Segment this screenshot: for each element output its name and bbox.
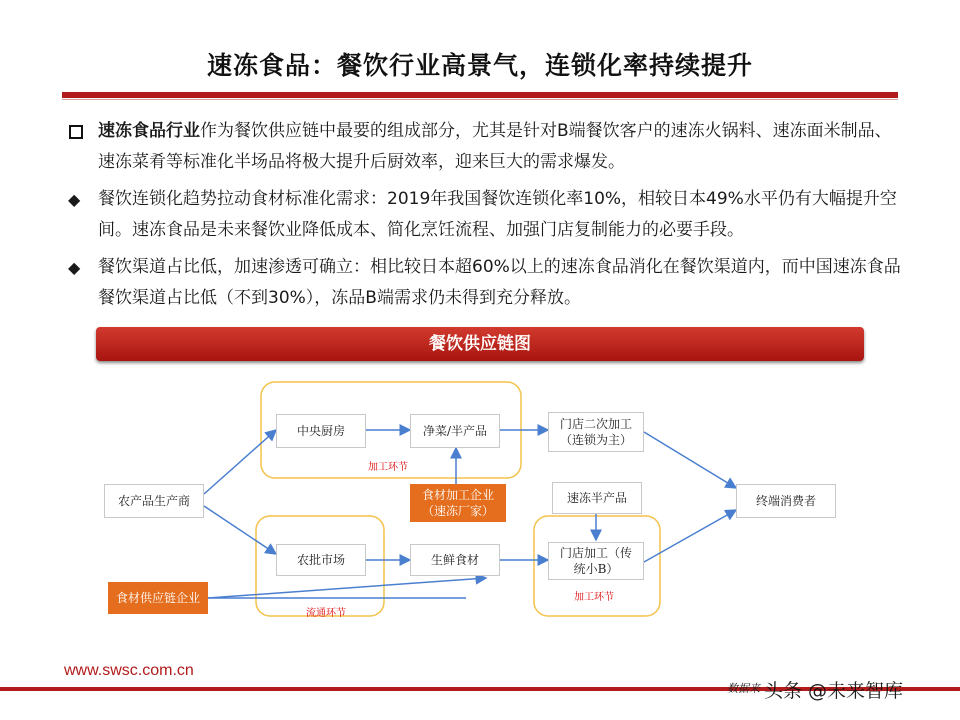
watermark: 头条 @未来智库 — [764, 680, 904, 702]
node-store-secondary-l1: 门店二次加工 — [559, 417, 632, 431]
arrow-producer-kitchen — [204, 430, 276, 494]
arrow-producer-market — [204, 506, 276, 554]
bullet-1-bold: 速冻食品行业 — [98, 121, 200, 141]
node-store-processing-l2: 统小B） — [573, 562, 619, 576]
title-rule — [62, 92, 898, 98]
node-store-secondary-l2: （连锁为主） — [559, 433, 632, 447]
node-food-processor-l1: 食材加工企业 — [421, 488, 494, 502]
node-store-secondary — [548, 412, 644, 452]
node-fresh-food: 生鲜食材 — [410, 544, 500, 576]
arrow-store-consumer — [644, 510, 736, 562]
bullet-list — [66, 116, 906, 320]
chart-banner: 餐饮供应链图 — [96, 327, 864, 361]
diamond-bullet-icon: ◆ — [68, 258, 81, 277]
node-store-processing-l1: 门店加工（传 — [559, 546, 632, 560]
diamond-bullet-icon: ◆ — [68, 190, 81, 209]
node-net-veg: 净菜/半产品 — [410, 414, 500, 448]
node-food-processor-l2: （速冻厂家） — [421, 504, 494, 518]
bullet-1-text: 作为餐饮供应链中最要的组成部分，尤其是针对B端餐饮客户的速冻火锅料、速冻面米制品、速冻菜肴等标准化半场品将极大提升后厨效率，迎来巨大的需求爆发。 — [98, 121, 892, 172]
bullet-3 — [66, 252, 906, 314]
bullet-1 — [66, 116, 906, 178]
node-food-processor — [410, 484, 506, 522]
node-supply-chain-co: 食材供应链企业 — [108, 582, 208, 614]
supply-chain-diagram — [96, 366, 864, 646]
label-processing-1: 加工环节 — [368, 462, 408, 473]
footer-url[interactable]: www.swsc.com.cn — [64, 662, 194, 679]
square-bullet-icon — [69, 125, 83, 139]
arrow-store2-consumer — [644, 432, 736, 488]
node-wholesale-market: 农批市场 — [276, 544, 366, 576]
bullet-2-text: 餐饮连锁化趋势拉动食材标准化需求：2019年我国餐饮连锁化率10%，相较日本49%水平仍有大幅提升空间。速冻食品是未来餐饮业降低成本、简化烹饪流程、加强门店复制能力的必要手段。 — [98, 189, 897, 240]
node-consumer: 终端消费者 — [736, 484, 836, 518]
bullet-2 — [66, 184, 906, 246]
node-frozen-semi: 速冻半产品 — [552, 482, 642, 514]
page-title: 速冻食品：餐饮行业高景气，连锁化率持续提升 — [206, 51, 753, 80]
node-producer: 农产品生产商 — [104, 484, 204, 518]
arrow-supplychain-fresh — [208, 578, 486, 598]
label-circulation: 流通环节 — [306, 608, 346, 619]
node-central-kitchen: 中央厨房 — [276, 414, 366, 448]
bullet-3-text: 餐饮渠道占比低，加速渗透可确立：相比较日本超60%以上的速冻食品消化在餐饮渠道内，而中国速冻食品餐饮渠道占比低（不到30%），冻品B端需求仍未得到充分释放。 — [98, 257, 901, 308]
title-rule-thin — [62, 99, 898, 100]
label-processing-2: 加工环节 — [574, 592, 614, 603]
node-store-processing — [548, 542, 644, 580]
source-note: 数据来 — [727, 682, 760, 695]
